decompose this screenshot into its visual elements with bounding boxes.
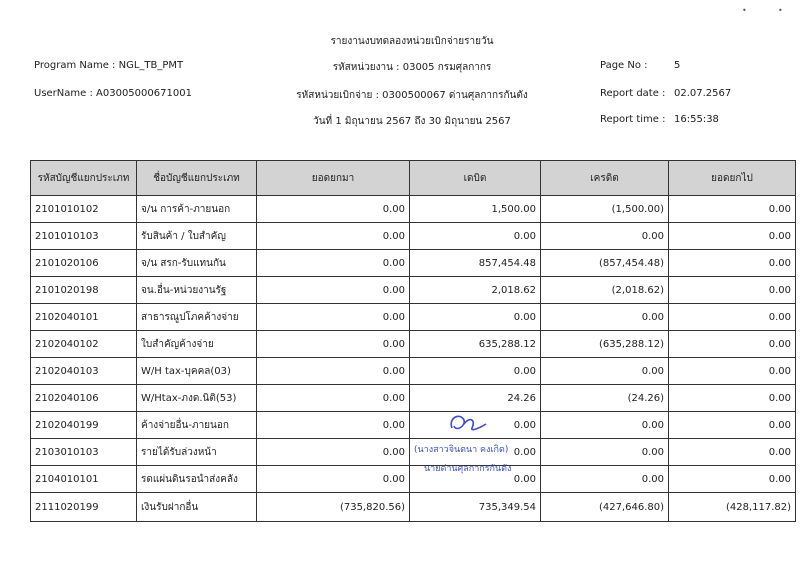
opening-balance: 0.00	[257, 196, 410, 223]
corner-mark-left: •	[742, 6, 747, 15]
account-name: W/Htax-ภงด.นิติ(53)	[137, 385, 257, 412]
opening-balance: 0.00	[257, 304, 410, 331]
opening-balance: 0.00	[257, 277, 410, 304]
account-code: 2102040199	[31, 412, 137, 439]
account-code: 2101020198	[31, 277, 137, 304]
account-name: จ/น การค้า-ภายนอก	[137, 196, 257, 223]
credit: 0.00	[541, 466, 669, 493]
table-row	[31, 331, 796, 358]
table-row	[31, 223, 796, 250]
debit: 635,288.12	[410, 331, 541, 358]
report-title: รายงานงบทดลองหน่วยเบิกจ่ายรายวัน	[330, 36, 494, 47]
account-name: จน.อื่น-หน่วยงานรัฐ	[137, 277, 257, 304]
account-code: 2101010103	[31, 223, 137, 250]
report-time-value: 16:55:38	[674, 114, 719, 125]
opening-balance: 0.00	[257, 385, 410, 412]
account-code: 2103010103	[31, 439, 137, 466]
trial-balance-table	[30, 160, 796, 522]
account-name: ใบสำคัญค้างจ่าย	[137, 331, 257, 358]
opening-balance: 0.00	[257, 223, 410, 250]
page-no-label: Page No :	[600, 60, 648, 71]
debit: 2,018.62	[410, 277, 541, 304]
credit: 0.00	[541, 358, 669, 385]
closing-balance: 0.00	[669, 277, 796, 304]
opening-balance: 0.00	[257, 412, 410, 439]
account-name: รดแผ่นดินรอนำส่งคลัง	[137, 466, 257, 493]
user-name: UserName : A03005000671001	[34, 88, 192, 99]
debit: 0.00	[410, 304, 541, 331]
header-opening-balance: ยอดยกมา	[257, 161, 410, 196]
closing-balance: 0.00	[669, 466, 796, 493]
opening-balance: 0.00	[257, 250, 410, 277]
debit: 1,500.00	[410, 196, 541, 223]
opening-balance: 0.00	[257, 466, 410, 493]
account-name: ค้างจ่ายอื่น-ภายนอก	[137, 412, 257, 439]
closing-balance: 0.00	[669, 358, 796, 385]
table-row	[31, 493, 796, 522]
closing-balance: 0.00	[669, 196, 796, 223]
closing-balance: 0.00	[669, 412, 796, 439]
header-debit: เดบิต	[410, 161, 541, 196]
corner-mark-right: •	[778, 6, 783, 15]
account-code: 2111020199	[31, 493, 137, 522]
table-row	[31, 196, 796, 223]
account-code: 2102040103	[31, 358, 137, 385]
signer-name: (นางสาวจินตนา คงเกิด)	[414, 445, 509, 455]
credit: (427,646.80)	[541, 493, 669, 522]
credit: 0.00	[541, 412, 669, 439]
opening-balance: (735,820.56)	[257, 493, 410, 522]
credit: (2,018.62)	[541, 277, 669, 304]
credit: (24.26)	[541, 385, 669, 412]
table-row	[31, 358, 796, 385]
account-name: จ/น สรก-รับแทนกัน	[137, 250, 257, 277]
debit: 0.00	[410, 412, 541, 439]
closing-balance: 0.00	[669, 385, 796, 412]
closing-balance: 0.00	[669, 223, 796, 250]
closing-balance: (428,117.82)	[669, 493, 796, 522]
credit: 0.00	[541, 304, 669, 331]
table-row	[31, 385, 796, 412]
agency-line: รหัสหน่วยงาน : 03005 กรมศุลกากร	[332, 62, 492, 73]
closing-balance: 0.00	[669, 331, 796, 358]
signature-mark	[446, 410, 490, 440]
account-name: รายได้รับล่วงหน้า	[137, 439, 257, 466]
credit: 0.00	[541, 223, 669, 250]
closing-balance: 0.00	[669, 304, 796, 331]
program-name: Program Name : NGL_TB_PMT	[34, 60, 184, 71]
account-code: 2101010102	[31, 196, 137, 223]
table-row	[31, 412, 796, 439]
table-row	[31, 250, 796, 277]
account-name: W/H tax-บุคคล(03)	[137, 358, 257, 385]
report-time-label: Report time :	[600, 114, 666, 125]
opening-balance: 0.00	[257, 358, 410, 385]
account-code: 2102040101	[31, 304, 137, 331]
account-code: 2102040102	[31, 331, 137, 358]
table-row	[31, 304, 796, 331]
opening-balance: 0.00	[257, 331, 410, 358]
table-row	[31, 466, 796, 493]
debit: 0.00	[410, 358, 541, 385]
period-line: วันที่ 1 มิถุนายน 2567 ถึง 30 มิถุนายน 2567	[313, 116, 511, 127]
page-no-value: 5	[674, 60, 681, 71]
disbursement-line: รหัสหน่วยเบิกจ่าย : 0300500067 ด่านศุลกากรกันตัง	[296, 90, 528, 101]
table-header-row	[31, 161, 796, 196]
account-name: เงินรับฝากอื่น	[137, 493, 257, 522]
debit: 0.00	[410, 439, 541, 466]
account-code: 2104010101	[31, 466, 137, 493]
header-account-name: ชื่อบัญชีแยกประเภท	[137, 161, 257, 196]
debit: 735,349.54	[410, 493, 541, 522]
account-name: สาธารณูปโภคค้างจ่าย	[137, 304, 257, 331]
debit: 0.00	[410, 223, 541, 250]
debit: 0.00	[410, 466, 541, 493]
debit: 857,454.48	[410, 250, 541, 277]
header-closing-balance: ยอดยกไป	[669, 161, 796, 196]
header-credit: เครดิต	[541, 161, 669, 196]
closing-balance: 0.00	[669, 250, 796, 277]
report-date-value: 02.07.2567	[674, 88, 732, 99]
account-code: 2102040106	[31, 385, 137, 412]
table-row	[31, 439, 796, 466]
credit: (635,288.12)	[541, 331, 669, 358]
signer-position: นายด่านศุลกากรกันตัง	[424, 464, 512, 474]
debit: 24.26	[410, 385, 541, 412]
credit: (857,454.48)	[541, 250, 669, 277]
account-code: 2101020106	[31, 250, 137, 277]
closing-balance: 0.00	[669, 439, 796, 466]
report-date-label: Report date :	[600, 88, 666, 99]
header-account-code: รหัสบัญชีแยกประเภท	[31, 161, 137, 196]
opening-balance: 0.00	[257, 439, 410, 466]
credit: (1,500.00)	[541, 196, 669, 223]
account-name: รับสินค้า / ใบสำคัญ	[137, 223, 257, 250]
table-row	[31, 277, 796, 304]
credit: 0.00	[541, 439, 669, 466]
